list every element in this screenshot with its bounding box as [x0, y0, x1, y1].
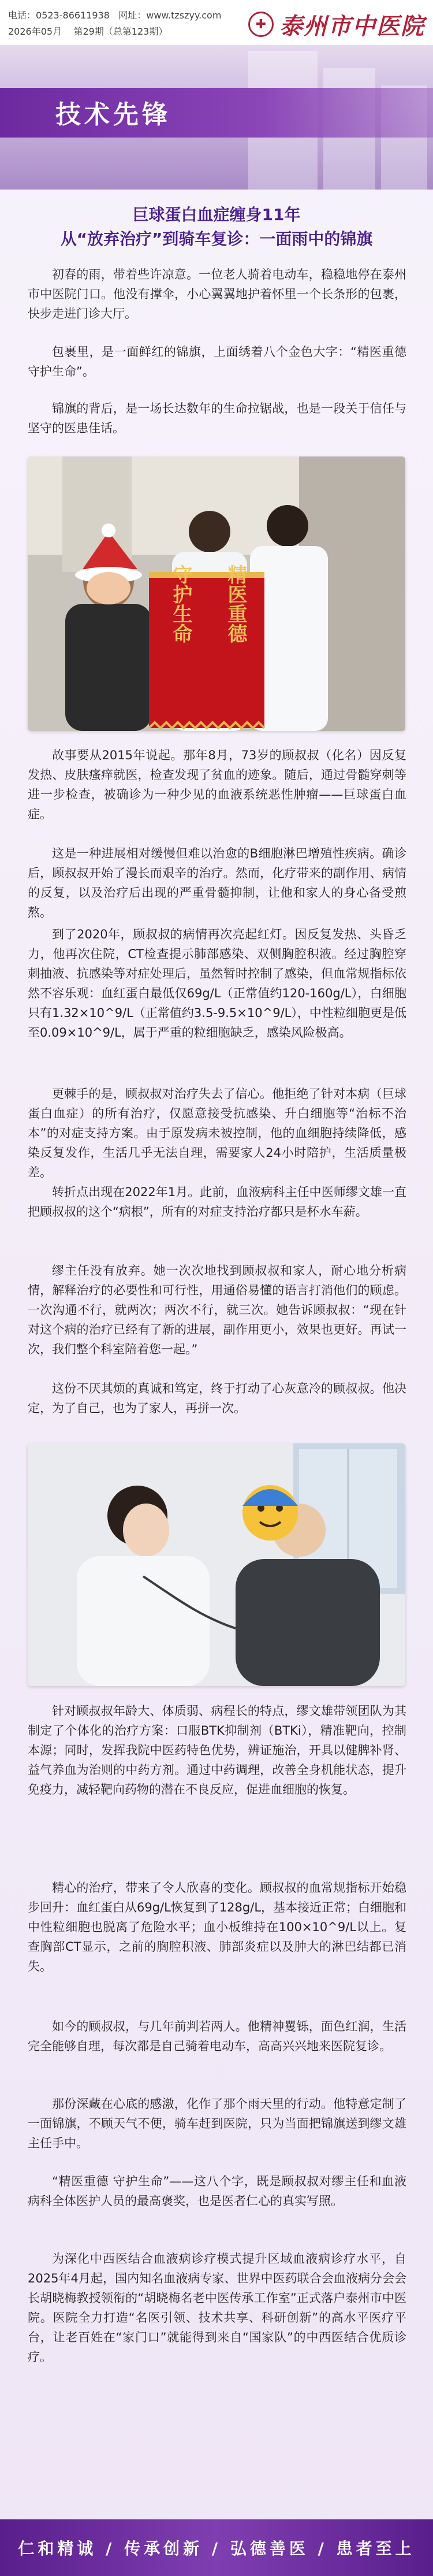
- phone-label: 电话：: [8, 10, 36, 21]
- photo-banner-presentation: [28, 456, 405, 731]
- website-url[interactable]: www.tzszyy.com: [146, 10, 222, 21]
- phone-number: 0523-86611938: [36, 10, 110, 21]
- paragraph: “精医重德 守护生命”——这八个字，既是顾叔叔对缪主任和血液病科全体医护人员的最高褒奖，也是医者仁心的真实写照。: [28, 2174, 406, 2208]
- paragraph: 针对顾叔叔年龄大、体质弱、病程长的特点，缪文雄带领团队为其制定了个体化的治疗方案：口服BTK抑制剂（BTKi），精准靶向，控制本源；同时，发挥我院中医药特色优势，辨证施治，开具以健脾补肾、益气养血为治则的中药方剂。通过中药调理，改善全身机能状态，提升免疫力，减轻靶向药物的潜在不良反应，促进血细胞的恢复。: [28, 1704, 406, 1796]
- banner-text-column1: 精医重德: [224, 565, 247, 643]
- footer-bar: [0, 2519, 433, 2576]
- website-label: 网址：: [118, 10, 147, 21]
- paragraph: 精心的治疗，带来了令人欣喜的变化。顾叔叔的血常规指标开始稳步回升：血红蛋白从69g/L恢复到了128g/L，基本接近正常；白细胞和中性粒细胞也脱离了危险水平；血小板维持在100×10^9/L以上。复查胸部CT显示，之前的胸腔积液、肺部炎症以及肿大的淋巴结都已消失。: [28, 1881, 407, 1973]
- section-banner: [0, 45, 433, 190]
- hospital-name: 泰州市中医院: [279, 12, 425, 40]
- paragraph: 如今的顾叔叔，与几年前判若两人。他精神矍铄，面色红润，生活完全能够自理，每次都是自己骑着电动车，高高兴兴地来医院复诊。: [28, 2020, 406, 2053]
- paragraph: 这份不厌其烦的真诚和笃定，终于打动了心灰意冷的顾叔叔。他决定，为了自己，也为了家人，再拼一次。: [28, 1382, 406, 1415]
- banner-text-column2: 守护生命: [169, 565, 192, 643]
- article-headline-main: 巨球蛋白血症缠身11年: [132, 205, 301, 224]
- section-title: 技术先锋: [55, 100, 171, 129]
- paragraph: 初春的雨，带着些许凉意。一位老人骑着电动车，稳稳地停在泰州市中医院门口。他没有撑伞，小心翼翼地护着怀里一个长条形的包裹，快步走进门诊大厅。: [28, 268, 406, 321]
- masthead: [0, 0, 433, 45]
- issue-date: 2026年05月: [8, 26, 62, 37]
- article-headline-sub: 从“放弃治疗”到骑车复诊：一面雨中的锦旗: [60, 229, 373, 248]
- paragraph: 故事要从2015年说起。那年8月，73岁的顾叔叔（化名）因反复发热、皮肤瘙痒就医，检查发现了贫血的迹象。随后，通过骨髓穿刺等进一步检查，被确诊为一种少见的血液系统恶性肿瘤——巨球蛋白血症。: [28, 748, 406, 821]
- paragraph: 转折点出现在2022年1月。此前，血液病科主任中医师缪文雄一直把顾叔叔的这个“病根”，所有的对症支持治疗都只是杯水车薪。: [28, 1185, 406, 1219]
- issue-line: [8, 24, 167, 38]
- paragraph: 缪主任没有放弃。她一次次地找到顾叔叔和家人，耐心地分析病情，解释治疗的必要性和可行性，用通俗易懂的语言打消他们的顾虑。一次沟通不行，就两次；两次不行，就三次。她告诉顾叔叔：“现在针对这个病的治疗已经有了新的进展，副作用更小，效果也更好。再试一次，我们整个科室陪着您一起。”: [28, 1264, 406, 1356]
- paragraph: 为深化中西医结合血液病诊疗模式提升区域血液病诊疗水平，自2025年4月起，国内知名血液病专家、世界中医药联合会血液病分会会长胡晓梅教授领衔的“胡晓梅名老中医传承工作室”正式落户泰州市中医院。医院全力打造“名医引领、技术共享、科研创新”的高水平医疗平台，让老百姓在“家门口”就能得到来自“国家队”的中西医结合优质诊疗。: [28, 2252, 406, 2364]
- paragraph: 这是一种进展相对缓慢但难以治愈的B细胞淋巴增殖性疾病。确诊后，顾叔叔开始了漫长而艰辛的治疗。然而，化疗带来的副作用、病情的反复，以及治疗后出现的严重骨髓抑制，让他和家人的身心备受煎熬。: [28, 847, 406, 919]
- paragraph: 到了2020年，顾叔叔的病情再次亮起红灯。因反复发热、头昏乏力，他再次住院，CT检查提示肺部感染、双侧胸腔积液。经过胸腔穿刺抽液、抗感染等对症处理后，虽然暂时控制了感染，但血常规指标依然不容乐观：血红蛋白最低仅69g/L（正常值约120-160g/L），白细胞只有1.32×10^9/L（正常值约3.5-9.5×10^9/L），中性粒细胞更是低至0.09×10^9/L，属于严重的粒细胞缺乏，感染风险极高。: [28, 927, 406, 1040]
- footer-slogan: 仁和精诚 / 传承创新 / 弘德善医 / 患者至上: [18, 2539, 415, 2558]
- issue-number: 第29期（总第123期）: [73, 26, 168, 37]
- hospital-logo: [248, 9, 425, 39]
- photo-consultation: [28, 1443, 405, 1686]
- paragraph: 更棘手的是，顾叔叔对治疗失去了信心。他拒绝了针对本病（巨球蛋白血症）的所有治疗，仅愿意接受抗感染、升白细胞等“治标不治本”的对症支持方案。由于原发病未被控制，他的血细胞持续降低，感染反复发作，生活几乎无法自理，需要家人24小时陪护，生活质量极差。: [28, 1087, 406, 1179]
- hospital-seal-icon: ✚: [248, 12, 274, 37]
- contact-line: [8, 8, 221, 21]
- paragraph: 锦旗的背后，是一场长达数年的生命拉锯战，也是一段关于信任与坚守的医患佳话。: [28, 402, 406, 435]
- paragraph: 那份深藏在心底的感激，化作了那个雨天里的行动。他特意定制了一面锦旗，不顾天气不便，骑车赶到医院，只为当面把锦旗送到缪文雄主任手中。: [28, 2097, 406, 2150]
- paragraph: 包裹里，是一面鲜红的锦旗，上面绣着八个金色大字：“精医重德 守护生命”。: [28, 345, 406, 378]
